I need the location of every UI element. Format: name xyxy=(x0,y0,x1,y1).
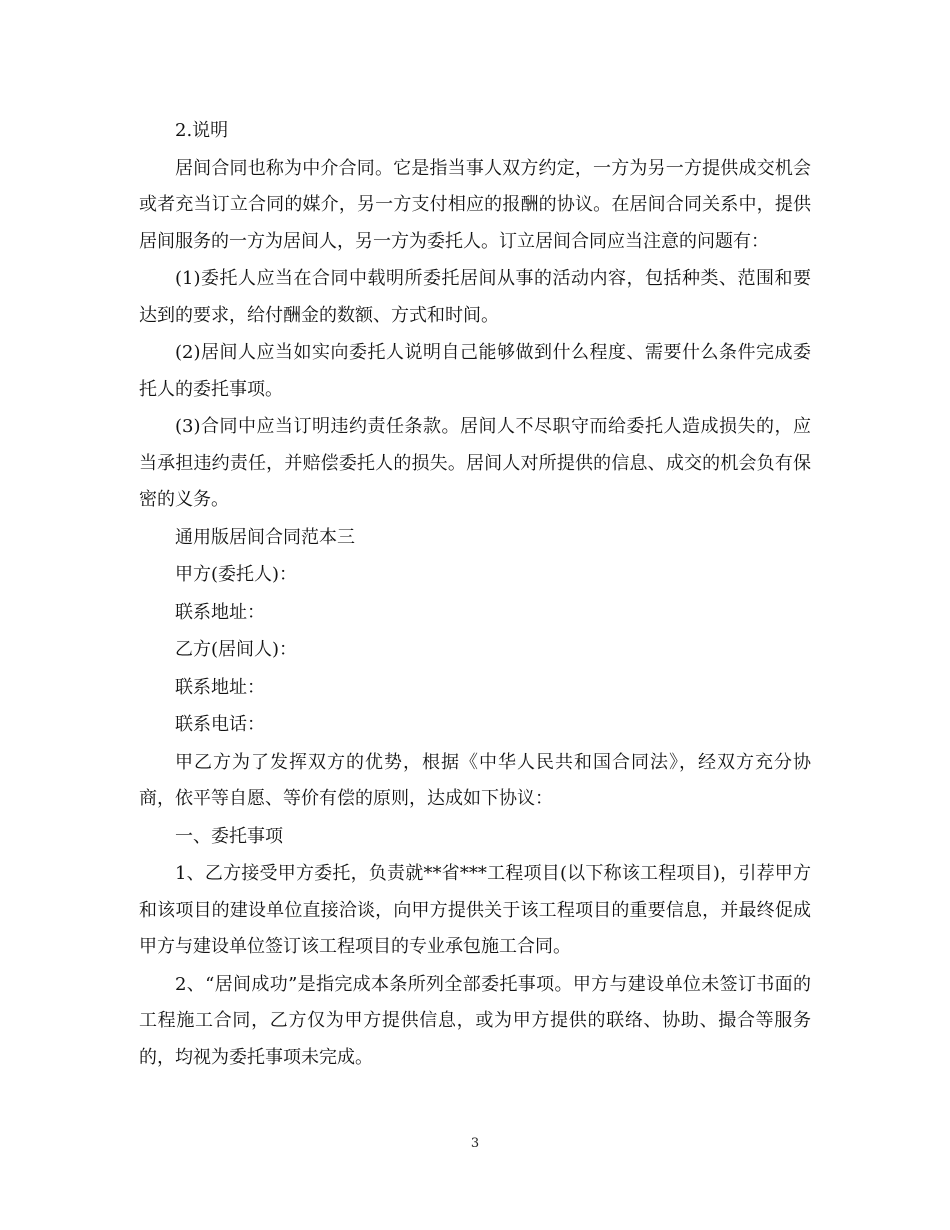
clause-2: 2、“居间成功”是指完成本条所列全部委托事项。甲方与建设单位未签订书面的工程施工合同，乙方仅为甲方提供信息，或为甲方提供的联络、协助、撮合等服务的，均视为委托事项未完成。 xyxy=(139,973,811,1068)
contract-title: 通用版居间合同范本三 xyxy=(175,526,355,548)
paragraph-note-1: (1)委托人应当在合同中载明所委托居间从事的活动内容，包括种类、范围和要达到的要求，给付酬金的数额、方式和时间。 xyxy=(139,268,811,326)
party-b-phone-label: 联系电话： xyxy=(175,714,265,735)
document-body xyxy=(139,113,811,1077)
paragraph-agreement-preamble: 甲乙方为了发挥双方的优势，根据《中华人民共和国合同法》，经双方充分协商，依平等自愿、等价有偿的原则，达成如下协议： xyxy=(139,751,811,809)
section-heading-explanation: 2.说明 xyxy=(175,120,229,141)
party-a-address-label: 联系地址： xyxy=(175,601,265,623)
party-a-label: 甲方(委托人)： xyxy=(175,564,298,585)
party-b-address-label: 联系地址： xyxy=(175,676,265,698)
paragraph-note-2: (2)居间人应当如实向委托人说明自己能够做到什么程度、需要什么条件完成委托人的委托事项。 xyxy=(139,342,811,400)
party-b-label: 乙方(居间人)： xyxy=(175,639,298,660)
paragraph-note-3: (3)合同中应当订明违约责任条款。居间人不尽职守而给委托人造成损失的，应当承担违约责任，并赔偿委托人的损失。居间人对所提供的信息、成交的机会负有保密的义务。 xyxy=(139,416,811,510)
page-number: 3 xyxy=(470,1136,480,1151)
paragraph-intermediary-definition: 居间合同也称为中介合同。它是指当事人双方约定，一方为另一方提供成交机会或者充当订立合同的媒介，另一方支付相应的报酬的协议。在居间合同关系中，提供居间服务的一方为居间人，另一方为委托人。订立居间合同应当注意的问题有： xyxy=(139,157,811,252)
section-heading-entrusted-matters: 一、委托事项 xyxy=(175,825,283,847)
clause-1: 1、乙方接受甲方委托，负责就**省***工程项目(以下称该工程项目)，引荐甲方和该项目的建设单位直接洽谈，向甲方提供关于该工程项目的重要信息，并最终促成甲方与建设单位签订该工程项目的专业承包施工合同。 xyxy=(139,863,811,957)
